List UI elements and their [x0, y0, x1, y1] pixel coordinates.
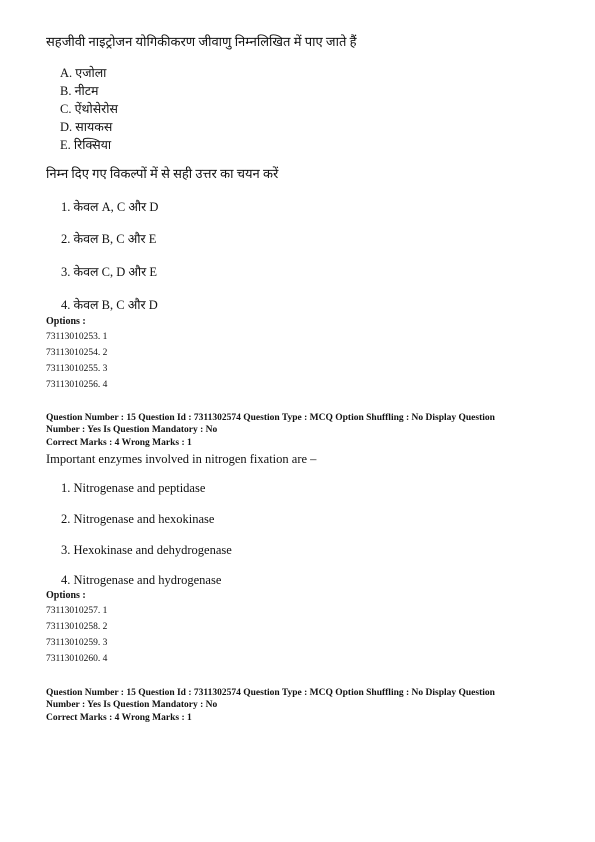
sub-option-d: D. सायकस — [60, 120, 113, 134]
choice-1: 1. केवल A, C और D — [61, 200, 159, 214]
sub-option-c: C. ऐंथोसेरोस — [60, 102, 118, 116]
question-meta-line: Number : Yes Is Question Mandatory : No — [46, 700, 218, 710]
marks-line: Correct Marks : 4 Wrong Marks : 1 — [46, 438, 192, 448]
question-meta-line: Question Number : 15 Question Id : 7311302574 Question Type : MCQ Option Shuffling : No Display Question — [46, 688, 495, 698]
option-id: 73113010253. 1 — [46, 332, 108, 342]
choice-4: 4. Nitrogenase and hydrogenase — [61, 573, 222, 587]
sub-option-b: B. नीटम — [60, 84, 99, 98]
choice-3: 3. केवल C, D और E — [61, 265, 158, 279]
question-meta-line: Number : Yes Is Question Mandatory : No — [46, 425, 218, 435]
instruction-text: निम्न दिए गए विकल्पों में से सही उत्तर का चयन करें — [46, 166, 279, 181]
question-meta-line: Question Number : 15 Question Id : 7311302574 Question Type : MCQ Option Shuffling : No Display Question — [46, 413, 495, 423]
choice-2: 2. केवल B, C और E — [61, 232, 157, 246]
option-id: 73113010260. 4 — [46, 654, 108, 664]
choice-2: 2. Nitrogenase and hexokinase — [61, 512, 215, 526]
marks-line: Correct Marks : 4 Wrong Marks : 1 — [46, 713, 192, 723]
option-id: 73113010257. 1 — [46, 606, 108, 616]
choice-4: 4. केवल B, C और D — [61, 298, 158, 312]
choice-1: 1. Nitrogenase and peptidase — [61, 481, 206, 495]
sub-option-a: A. एजोला — [60, 66, 107, 80]
sub-option-e: E. रिक्सिया — [60, 138, 112, 152]
option-id: 73113010254. 2 — [46, 348, 108, 358]
option-id: 73113010256. 4 — [46, 380, 108, 390]
options-label: Options : — [46, 316, 86, 327]
question-text-english: Important enzymes involved in nitrogen fixation are – — [46, 452, 317, 466]
option-id: 73113010258. 2 — [46, 622, 108, 632]
choice-3: 3. Hexokinase and dehydrogenase — [61, 543, 232, 557]
option-id: 73113010255. 3 — [46, 364, 108, 374]
option-id: 73113010259. 3 — [46, 638, 108, 648]
question-text-hindi: सहजीवी नाइट्रोजन योगिकीकरण जीवाणु निम्नलिखित में पाए जाते हैं — [46, 34, 357, 49]
options-label: Options : — [46, 590, 86, 601]
